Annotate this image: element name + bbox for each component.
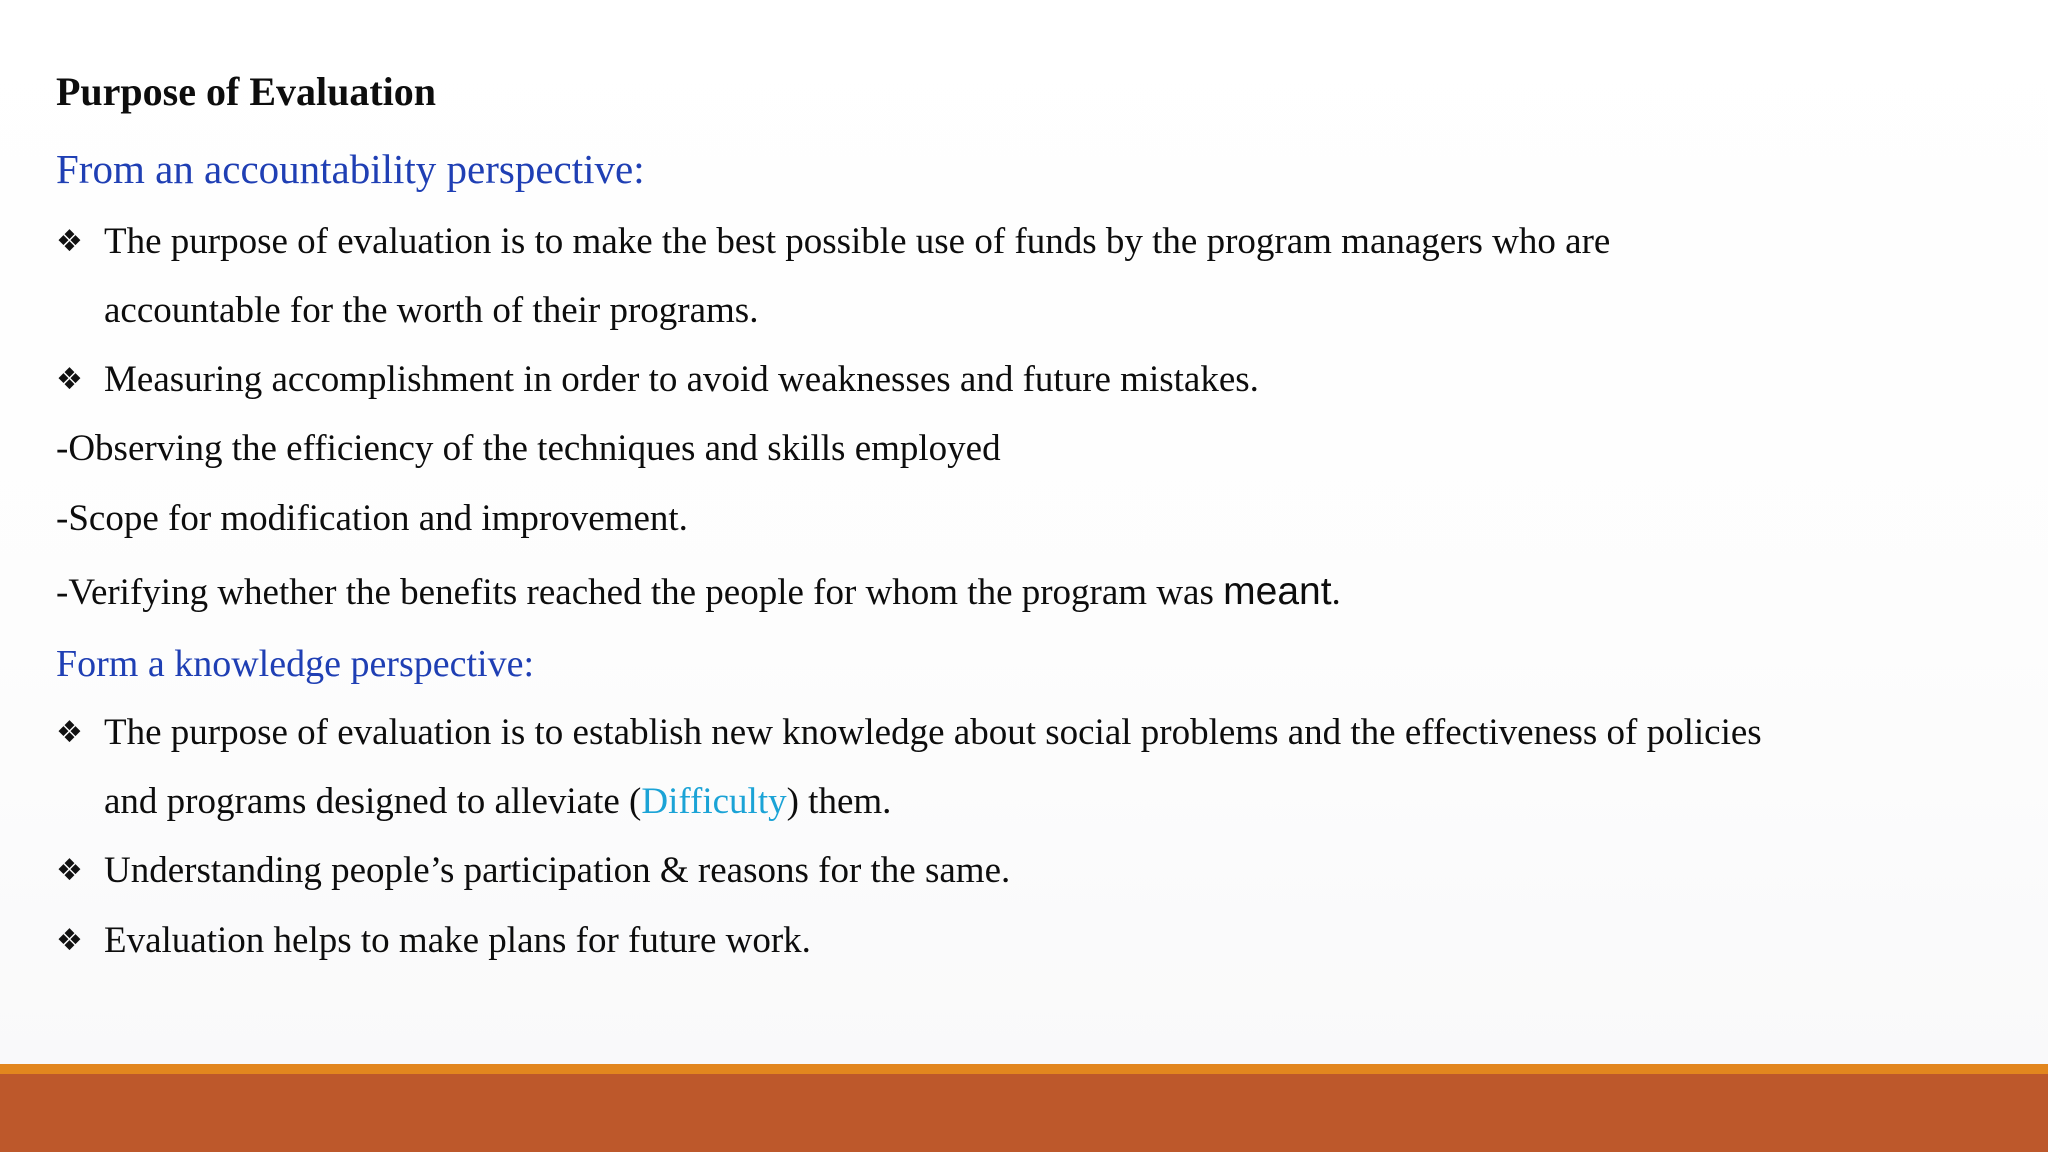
verifying-text: -Verifying whether the benefits reached the people for whom the program was <box>56 572 1224 613</box>
slide-title: Purpose of Evaluation <box>56 69 437 114</box>
diamond-bullet-icon: ❖ <box>56 362 83 397</box>
diamond-bullet-icon: ❖ <box>56 224 83 259</box>
knowledge-bullet-2: Understanding people’s participation & reasons for the same. <box>104 850 1011 891</box>
knowledge-bullet-1-line-2 <box>104 779 891 825</box>
verifying-suffix: . <box>1331 572 1341 613</box>
difficulty-highlight: Difficulty <box>641 781 787 822</box>
verifying-emphasis-word: meant <box>1223 570 1332 613</box>
accountability-bullet-1-line-2: accountable for the worth of their programs. <box>104 290 759 331</box>
dash-item-observing: -Observing the efficiency of the techniques and skills employed <box>56 428 1001 469</box>
diamond-bullet-icon: ❖ <box>56 923 83 958</box>
accountability-heading: From an accountability perspective: <box>56 146 645 192</box>
footer-bar <box>0 1074 2048 1152</box>
diamond-bullet-icon: ❖ <box>56 715 83 750</box>
accountability-bullet-2: Measuring accomplishment in order to avoid weaknesses and future mistakes. <box>104 359 1259 400</box>
knowledge-bullet-3: Evaluation helps to make plans for future work. <box>104 920 811 961</box>
footer-accent-stripe <box>0 1064 2048 1074</box>
accountability-bullet-1-line-1: The purpose of evaluation is to make the best possible use of funds by the program managers who are <box>104 221 1611 262</box>
dash-item-scope: -Scope for modification and improvement. <box>56 498 688 539</box>
knowledge-bullet-1-line-1: The purpose of evaluation is to establish new knowledge about social problems and the effectiveness of policies <box>104 712 1762 753</box>
dash-item-verifying <box>56 569 1341 616</box>
diamond-bullet-icon: ❖ <box>56 853 83 888</box>
knowledge-bullet-1-suffix: ) them. <box>786 781 892 822</box>
knowledge-heading: Form a knowledge perspective: <box>56 643 535 685</box>
knowledge-bullet-1-prefix: and programs designed to alleviate ( <box>104 781 642 822</box>
